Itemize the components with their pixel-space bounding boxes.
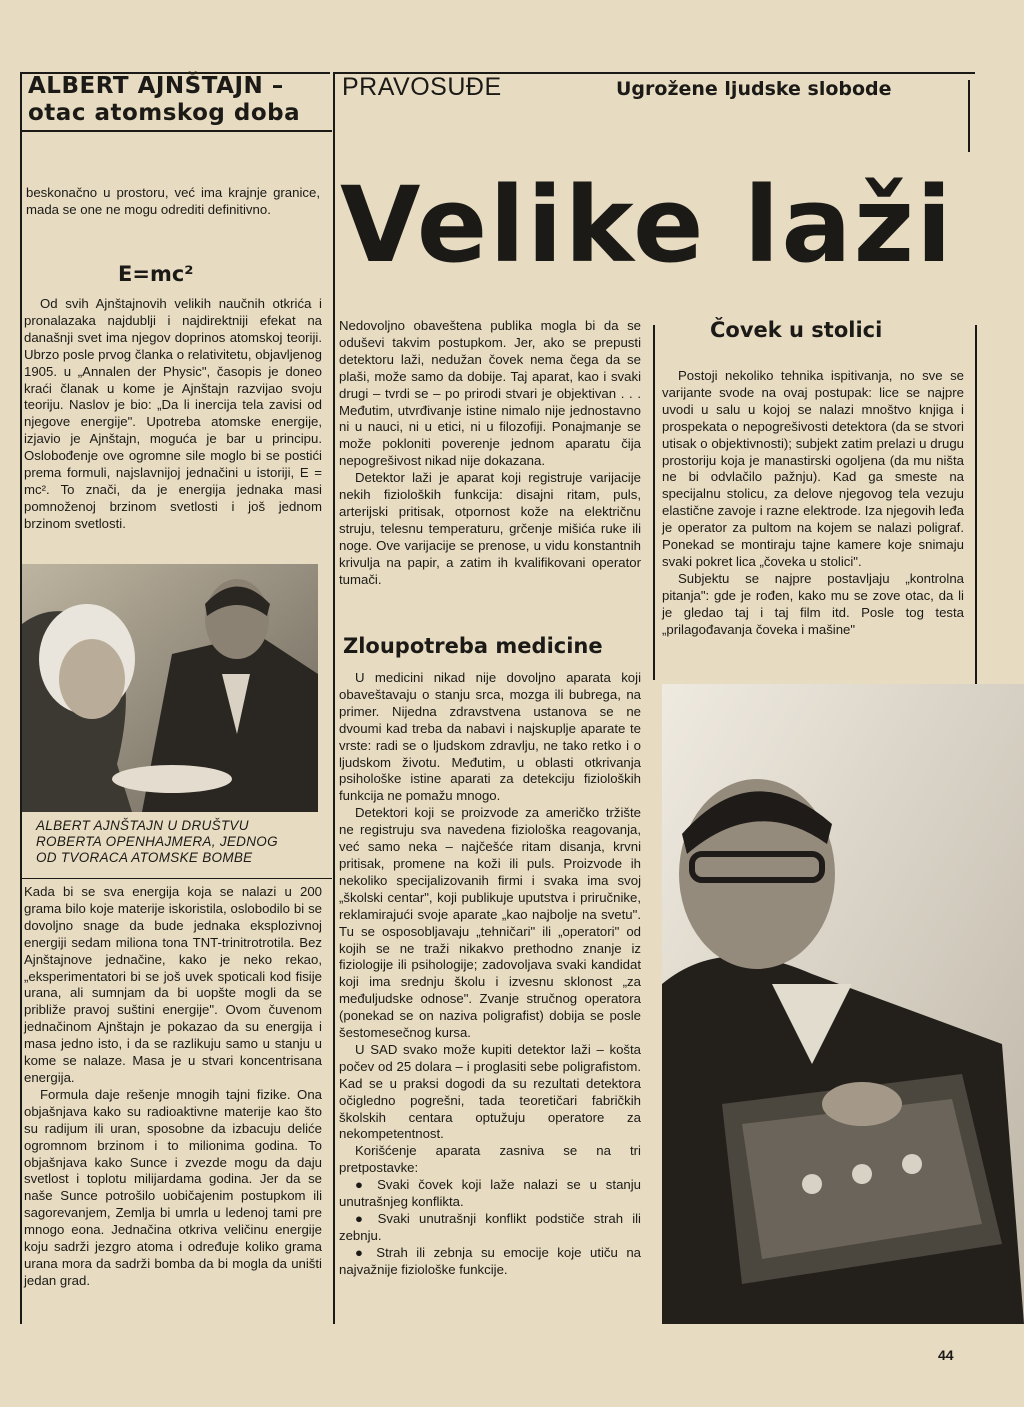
photo-caption: ALBERT AJNŠTAJN U DRUŠTVU ROBERTA OPENHAJMERA, JEDNOG OD TVORACA ATOMSKE BOMBE (36, 818, 278, 865)
right-para2-text: Subjektu se najpre postavljaju „kontrolna pitanja": gde je rođen, kako mu se zove otac, da li je gledao taj i taj film itd. Posle tog testa „prilagođavanja čoveka i mašine" (662, 570, 964, 637)
column-rule-mid (333, 72, 335, 1324)
einstein-oppenheimer-photo (22, 564, 318, 812)
left-para1 (24, 296, 322, 533)
bullet-item: ● Svaki unutrašnji konflikt podstiče strah ili zebnju. (339, 1211, 641, 1243)
photo-illustration (22, 564, 318, 812)
bullet-item: ● Svaki čovek koji laže nalazi se u stanju unutrašnjeg konflikta. (339, 1177, 641, 1210)
left-header-line2: otac atomskog doba (28, 100, 301, 126)
middle-top (339, 318, 641, 589)
caption-underline (20, 878, 332, 879)
left-para2 (24, 884, 322, 1290)
column-rule-far-right-2 (975, 325, 977, 685)
middle-para4-text: Detektori koji se proizvode za američko tržište ne registruju sva navedena fiziološka reagovanja, već samo neka – najčešće ritam disanja, krvni pritisak, promene na koži ili puls. Proizvode ih nekoliko specijalizovanih firmi i svaka ima svoj „školski centar", koji publikuje uputstva i priručnike, reklamirajući svoje aparate „kao najbolje na svetu". Tu se osposobljavaju „tehničari" ili „operatori" od kojih se ne traži nikakvo prethodno znanje iz fiziologije ili psihologije; zadovoljava svaki kandidat koji ima srednju školu i izvesnu sklonost „za međuljudske odnose". Zvanje stručnog operatora (ponekad se on naziva poligrafist) dobija se posle šestomesečnog kursa. (339, 805, 641, 1041)
column-rule-right (653, 325, 655, 680)
left-para3-text: Formula daje rešenje mnogih tajni fizike. Ona objašnjava kako su radioaktivne materije kao što su radijum ili uran, sposobne da izbacuju deliće ogromnom brzinom i to milionima godina. To objašnjava kako Sunce i zvezde mogu da daju svetlost i toplotu milijardama godina. Jer da se naše Sunce potrošilo uobičajenim postupkom ili sagorevanjem, Zemlja bi umrla u ledenoj tami pre mnogo eona. Jednačina otkriva veličinu energije koju sadrži jezgro atoma i određuje koliko grama urana mora da sadrži bomba da bi mogla da uništi jedan grad. (24, 1086, 322, 1288)
left-para2-text: Kada bi se sva energija koja se nalazi u 200 grama bilo koje materije iskoristila, oslobodilo bi se dovoljno snage da bude jednaka eksplozivnoj energiji sedam miliona tona TNT-trinitrotrotila. Bez Ajnštajnove jednačine, kako je neko rekao, „eksperimentatori bi se još uvek spoticali kod fisije urana, ali sumnjam da bi uopšte mogli da se približe pravoj suštini energije". Ovom čuvenom jednačinom Ajnštajn je pokazao da su energija i masa jedno isto, i da se razlikuju samo u stanju u kome se nalaze. Masa je u stvari koncentrisana energija. (24, 884, 322, 1085)
middle-para6-text: Korišćenje aparata zasniva se na tri pretpostavke: (339, 1143, 641, 1176)
middle-bottom (339, 670, 641, 1279)
right-para1-text: Postoji nekoliko tehnika ispitivanja, no sve se varijante svode na ovaj postupak: lice se najpre uvodi u salu u kojoj se nalazi mnoštvo knjiga i prospekata o nepogrešivosti detektora (da se stvori utisak o objektivnosti); subjekt zatim prelazi u drugu prostoriju koja je manastirski ogoljena (da mu ništa ne bi odvlačilo pažnju). Kad ga smeste na specijalnu stolicu, za delove njegovog tela vezuju elastične zavoje i razne elektrode. Iza njegovih leđa je operator za pultom na kojem se nalazi poligraf. Ponekad se montiraju tajne kamere koje snimaju svaki pokret lica „čoveka u stolici". (662, 368, 964, 569)
headline: Velike laži (340, 164, 954, 286)
left-header-line1: ALBERT AJNŠTAJN – (28, 73, 284, 99)
middle-subhead: Zloupotreba medicine (343, 634, 603, 658)
bullet-text-1: Svaki čovek koji laže nalazi se u stanju unutrašnjeg konflikta. (339, 1177, 641, 1210)
formula: E=mc² (118, 262, 194, 286)
polygraph-operator-photo (662, 684, 1024, 1324)
middle-para2-text: Detektor laži je aparat koji registruje varijacije nekih fizioloških funkcija: disajni ritam, puls, arterijski pritisak, otpornost kože na električnu struju, telesnu temperaturu, grčenje mišića ruke ili noge. Ove varijacije se prenose, u vidu konstantnih krivulja na papir, a zatim ih kvalifikovani operator tumači. (339, 470, 641, 587)
middle-para1-text: Nedovoljno obaveštena publika mogla bi da se oduševi takvim postupkom. Jer, ako se prepusti detektoru laži, nedužan čovek nema čega da se plaši, može samo da dobije. Taj aparat, kao i svaki drugi – tvrdi se – po prirodi stvari je objektivan . . . Međutim, utvrđivanje istine nimalo nije jednostavno ni u nauci, ni u etici, ni u filozofiji. Ponajmanje se može pokloniti poverenje jednom aparatu čija nepogrešivost nikad nije dokazana. (339, 318, 641, 469)
left-intro (26, 185, 320, 219)
photo-illustration (662, 684, 1024, 1324)
section-label: PRAVOSUĐE (342, 73, 502, 101)
right-subhead: Čovek u stolici (710, 318, 883, 342)
middle-para3-text: U medicini nikad nije dovoljno aparata koji obaveštavaju o stanju srca, mozga ili bubrega, na primer. Nijedna zdravstvena ustanova se ne dvoumi kad treba da nabavi i najskuplje aparate te vrste: radi se o ljudskom zdravlju, ne tako retko i o ljudskom životu. Međutim, u oblasti otkrivanja psihološke istine aparati za detekciju fizioloških funkcija ne pomažu mnogo. (339, 670, 641, 804)
right-text (662, 368, 964, 639)
left-intro-text: beskonačno u prostoru, već ima krajnje granice, mada se one ne mogu odrediti definitivno. (26, 185, 320, 217)
bullet-item: ● Strah ili zebnja su emocije koje utiču na najvažnije fiziološke funkcije. (339, 1244, 641, 1277)
left-header-underline (20, 130, 332, 132)
column-rule-far-right (968, 80, 970, 152)
middle-para5-text: U SAD svako može kupiti detektor laži – košta počev od 25 dolara – i proglasiti sebe poligrafistom. Kad se u praksi dogodi da su rezultati detektora očigledno pogrešni, tada teoretičari fabričkih školskih centara optužuju operatore za nekompetentnost. (339, 1041, 641, 1142)
kicker: Ugrožene ljudske slobode (616, 78, 892, 100)
left-para1-text: Od svih Ajnštajnovih velikih naučnih otkrića i pronalazaka najdublji i najdirektniji efekat na današnji svet ima njegov doprinos atomskoj teoriji. Ubrzo posle prvog članka o relativitetu, objavljenog 1905. u „Annalen der Physic", časopis je doneo kraći članak u kome je Ajnštajn razvijao svoju teoriju. Naslov je bio: „Da li inercija tela zavisi od njegove energije". Upotreba atomske energije, izjavio je Ajnštajn, moguća je bar u principu. Oslobođenje ove ogromne sile moglo bi se postići prema formuli, najslavnijoj jednačini u istoriji, E = mc². To znači, da je energija jednaka masi pomnoženoj brzinom svetlosti i još jednom brzinom svetlosti. (24, 296, 322, 531)
bullet-text-2: Svaki unutrašnji konflikt podstiče strah ili zebnju. (339, 1211, 641, 1243)
page-number: 44 (938, 1347, 954, 1363)
bullet-text-3: Strah ili zebnja su emocije koje utiču na najvažnije fiziološke funkcije. (339, 1244, 641, 1277)
